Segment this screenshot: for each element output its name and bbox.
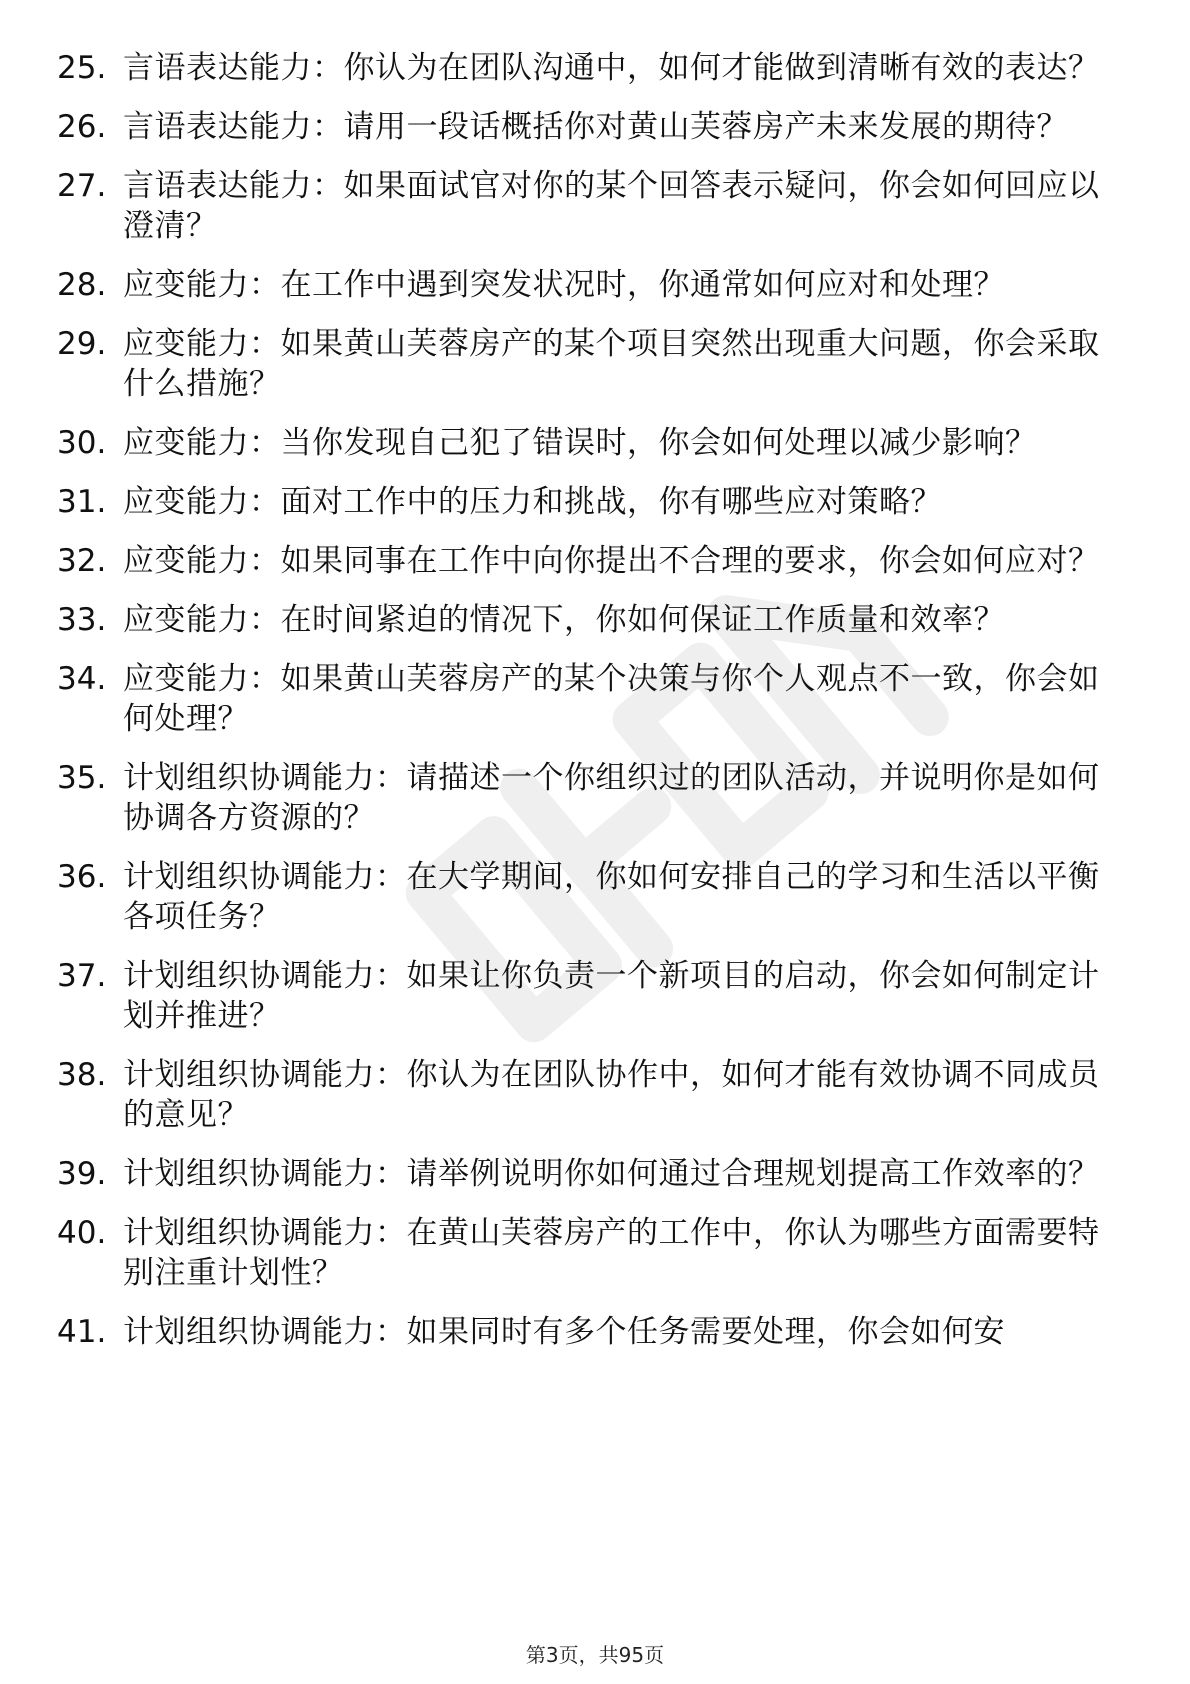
question-text: 计划组织协调能力：请描述一个你组织过的团队活动，并说明你是如何协调各方资源的？ bbox=[123, 760, 1100, 836]
question-number: 35. bbox=[57, 760, 107, 796]
question-item bbox=[0, 659, 1190, 739]
question-number: 38. bbox=[57, 1057, 107, 1093]
question-item bbox=[0, 758, 1190, 838]
question-number: 33. bbox=[57, 602, 107, 638]
question-text: 计划组织协调能力：你认为在团队协作中，如何才能有效协调不同成员的意见？ bbox=[123, 1057, 1100, 1133]
question-item bbox=[0, 423, 1190, 463]
question-item bbox=[0, 600, 1190, 640]
question-item bbox=[0, 1213, 1190, 1293]
question-text: 应变能力：在时间紧迫的情况下，你如何保证工作质量和效率？ bbox=[123, 602, 1005, 638]
question-item bbox=[0, 1154, 1190, 1194]
question-text: 计划组织协调能力：请举例说明你如何通过合理规划提高工作效率的？ bbox=[123, 1156, 1100, 1192]
question-text: 计划组织协调能力：如果同时有多个任务需要处理，你会如何安 bbox=[123, 1314, 1005, 1350]
question-item bbox=[0, 324, 1190, 404]
question-number: 37. bbox=[57, 958, 107, 994]
question-number: 40. bbox=[57, 1215, 107, 1251]
question-item bbox=[0, 265, 1190, 305]
question-item bbox=[0, 1055, 1190, 1135]
question-number: 36. bbox=[57, 859, 107, 895]
page-number: 第3页，共95页 bbox=[525, 1643, 665, 1667]
question-item bbox=[0, 857, 1190, 937]
question-item bbox=[0, 48, 1190, 88]
question-list bbox=[0, 48, 1190, 1371]
question-number: 31. bbox=[57, 484, 107, 520]
question-text: 言语表达能力：你认为在团队沟通中，如何才能做到清晰有效的表达？ bbox=[123, 50, 1100, 86]
question-number: 34. bbox=[57, 661, 107, 697]
question-text: 计划组织协调能力：在黄山芙蓉房产的工作中，你认为哪些方面需要特别注重计划性？ bbox=[123, 1215, 1100, 1291]
question-text: 计划组织协调能力：如果让你负责一个新项目的启动，你会如何制定计划并推进？ bbox=[123, 958, 1100, 1034]
question-number: 26. bbox=[57, 109, 107, 145]
question-item bbox=[0, 541, 1190, 581]
question-number: 30. bbox=[57, 425, 107, 461]
question-number: 25. bbox=[57, 50, 107, 86]
question-number: 32. bbox=[57, 543, 107, 579]
question-text: 应变能力：面对工作中的压力和挑战，你有哪些应对策略？ bbox=[123, 484, 942, 520]
question-item bbox=[0, 482, 1190, 522]
question-number: 27. bbox=[57, 168, 107, 204]
question-item bbox=[0, 1312, 1190, 1352]
question-text: 言语表达能力：请用一段话概括你对黄山芙蓉房产未来发展的期待？ bbox=[123, 109, 1068, 145]
question-text: 应变能力：在工作中遇到突发状况时，你通常如何应对和处理？ bbox=[123, 267, 1005, 303]
question-item bbox=[0, 107, 1190, 147]
question-item bbox=[0, 166, 1190, 246]
question-item bbox=[0, 956, 1190, 1036]
question-text: 应变能力：当你发现自己犯了错误时，你会如何处理以减少影响？ bbox=[123, 425, 1037, 461]
question-text: 计划组织协调能力：在大学期间，你如何安排自己的学习和生活以平衡各项任务？ bbox=[123, 859, 1100, 935]
question-number: 28. bbox=[57, 267, 107, 303]
question-text: 应变能力：如果同事在工作中向你提出不合理的要求，你会如何应对？ bbox=[123, 543, 1100, 579]
question-text: 应变能力：如果黄山芙蓉房产的某个项目突然出现重大问题，你会采取什么措施？ bbox=[123, 326, 1100, 402]
question-text: 言语表达能力：如果面试官对你的某个回答表示疑问，你会如何回应以澄清？ bbox=[123, 168, 1100, 244]
question-number: 41. bbox=[57, 1314, 107, 1350]
question-text: 应变能力：如果黄山芙蓉房产的某个决策与你个人观点不一致，你会如何处理？ bbox=[123, 661, 1100, 737]
question-number: 29. bbox=[57, 326, 107, 362]
question-number: 39. bbox=[57, 1156, 107, 1192]
